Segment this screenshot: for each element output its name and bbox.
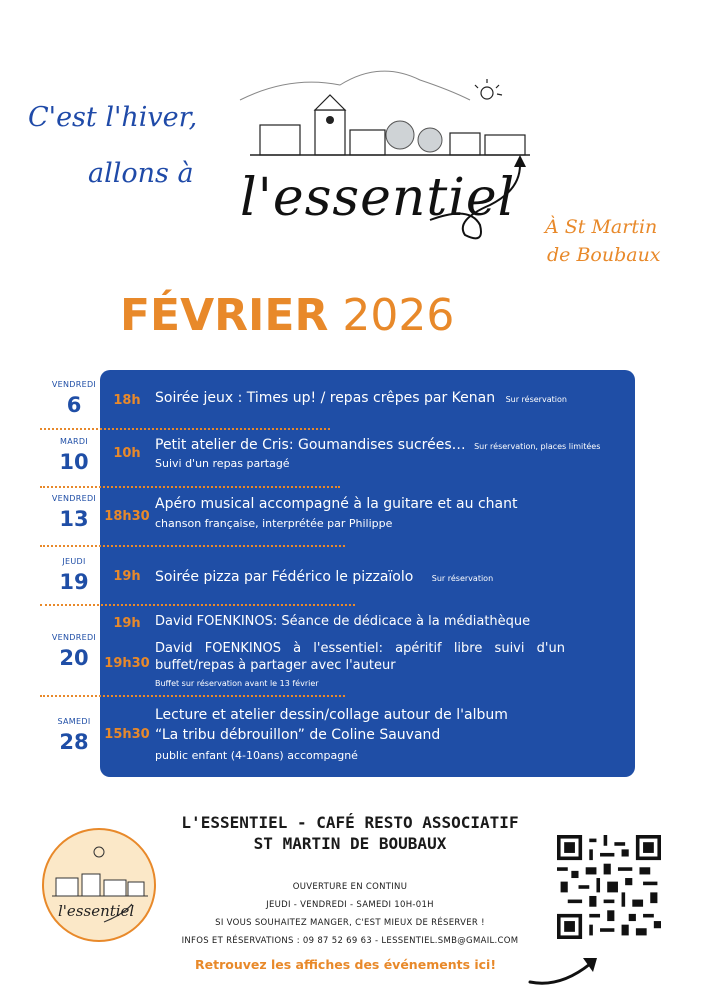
date-block xyxy=(40,437,108,474)
separator xyxy=(40,695,345,697)
event-time: 18h xyxy=(113,393,141,408)
day-name: SAMEDI xyxy=(57,717,91,726)
event-subtitle: Suivi d'un repas partagé xyxy=(155,457,290,470)
separator xyxy=(40,486,340,488)
day-name: VENDREDI xyxy=(51,380,97,389)
event-title-line2: “La tribu débrouillon” de Coline Sauvand xyxy=(155,727,441,743)
event-note: Sur réservation, places limitées xyxy=(474,442,601,451)
event-title xyxy=(155,437,600,453)
event-subtitle: public enfant (4-10ans) accompagné xyxy=(155,749,358,762)
event-time: 19h xyxy=(113,616,141,631)
separator xyxy=(40,428,330,430)
day-name: VENDREDI xyxy=(51,633,97,642)
tagline-line2: allons à xyxy=(88,158,194,189)
location-line1: À St Martin xyxy=(545,216,658,238)
logo-text: l'essentiel xyxy=(240,168,516,228)
arrow-icon xyxy=(525,950,605,990)
event-title-text: Soirée pizza par Fédérico le pizzaïolo xyxy=(155,569,414,585)
contact-info: INFOS ET RÉSERVATIONS : 09 87 52 69 63 - LESSENTIEL.SMB@GMAIL.COM xyxy=(181,936,519,946)
event-time-2: 19h30 xyxy=(104,656,150,671)
event-subtitle: chanson française, interprétée par Philippe xyxy=(155,517,393,530)
day-name: JEUDI xyxy=(62,557,86,566)
event-time: 19h xyxy=(113,569,141,584)
event-note: Sur réservation xyxy=(505,395,567,404)
event-title xyxy=(155,390,567,406)
day-name: MARDI xyxy=(60,437,88,446)
event-title: Lecture et atelier dessin/collage autour de l'album xyxy=(155,707,508,723)
reservation-note: SI VOUS SOUHAITEZ MANGER, C'EST MIEUX DE RÉSERVER ! xyxy=(215,918,485,928)
day-number: 13 xyxy=(59,507,89,531)
day-number: 6 xyxy=(66,393,82,417)
separator xyxy=(40,604,355,606)
footer-title-line2: ST MARTIN DE BOUBAUX xyxy=(253,834,447,853)
event-title: David FOENKINOS: Séance de dédicace à la médiathèque xyxy=(155,614,531,629)
month-name: FÉVRIER xyxy=(120,290,329,341)
day-number: 10 xyxy=(59,450,89,474)
date-block xyxy=(40,557,108,594)
date-block xyxy=(40,380,108,417)
tagline-line1: C'est l'hiver, xyxy=(28,102,198,133)
date-block xyxy=(40,494,108,531)
event-title-2: David FOENKINOS à l'essentiel: apéritif libre suivi d'un buffet/repas à partager avec l'auteur xyxy=(155,641,565,673)
date-block xyxy=(40,717,108,754)
footer-title-line1: L'ESSENTIEL - CAFÉ RESTO ASSOCIATIF xyxy=(181,813,519,832)
event-note: Buffet sur réservation avant le 13 février xyxy=(155,679,319,688)
footer-title xyxy=(165,812,535,854)
event-note: Sur réservation xyxy=(431,574,494,583)
opening-days: JEUDI - VENDREDI - SAMEDI 10H-01H xyxy=(266,900,434,910)
qr-code[interactable] xyxy=(557,835,661,939)
opening-info: OUVERTURE EN CONTINU xyxy=(292,882,408,892)
event-time: 15h30 xyxy=(104,727,150,742)
separator xyxy=(40,545,345,547)
badge-village-icon xyxy=(44,830,154,940)
event-time: 10h xyxy=(113,446,141,461)
month-title xyxy=(120,290,454,341)
event-time: 18h30 xyxy=(104,509,150,524)
event-title-text: Soirée jeux : Times up! / repas crêpes par Kenan xyxy=(155,390,496,406)
day-name: VENDREDI xyxy=(51,494,97,503)
logo-badge xyxy=(42,828,156,942)
posters-cta: Retrouvez les affiches des événements ici! xyxy=(195,957,497,972)
badge-text: l'essentiel xyxy=(58,902,135,920)
location xyxy=(545,213,661,269)
day-number: 19 xyxy=(59,570,89,594)
event-title: Apéro musical accompagné à la guitare et au chant xyxy=(155,496,518,512)
date-block xyxy=(40,633,108,670)
event-title-text: Petit atelier de Cris: Goumandises sucrées… xyxy=(155,437,466,453)
location-line2: de Boubaux xyxy=(547,244,661,266)
month-year: 2026 xyxy=(342,290,455,341)
day-number: 20 xyxy=(59,646,89,670)
day-number: 28 xyxy=(59,730,89,754)
event-title xyxy=(155,569,493,585)
